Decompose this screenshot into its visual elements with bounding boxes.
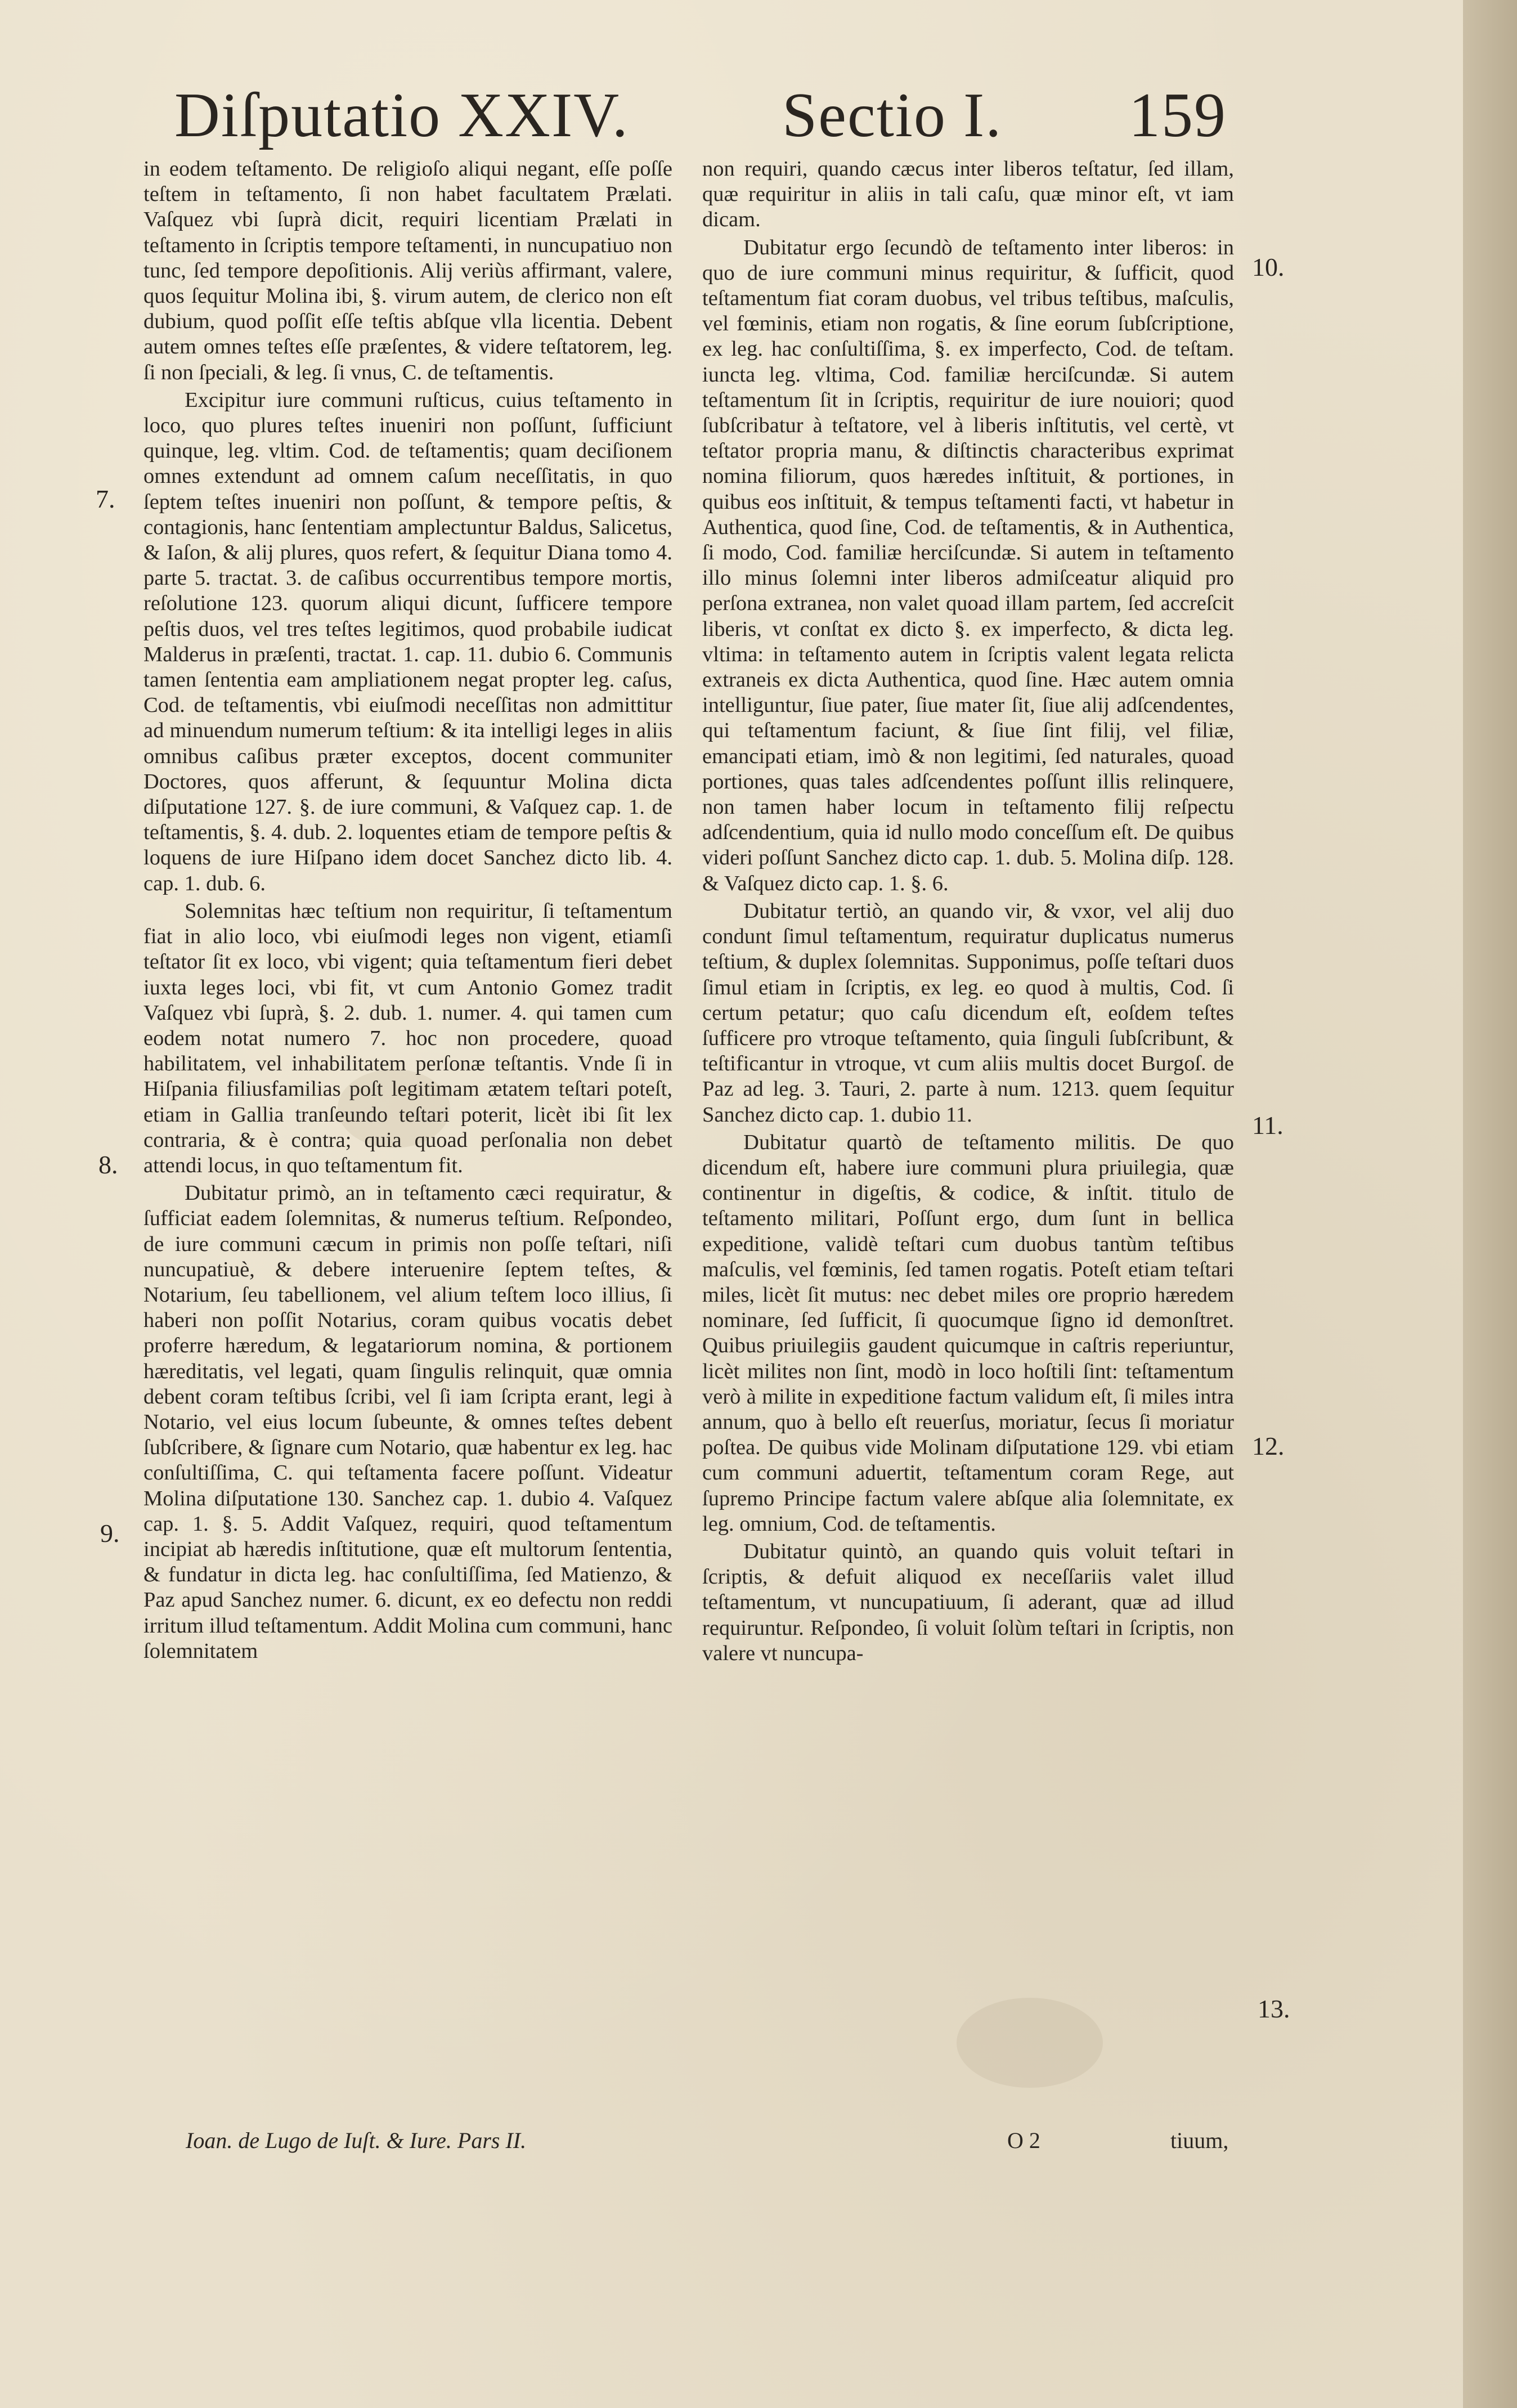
- paragraph: non requiri, quando cæcus inter liberos teſtatur, ſed illam, quæ requiritur in aliis in tali caſu, quæ minor eſt, vt iam dicam.: [702, 157, 1234, 232]
- page-edge: [1463, 0, 1517, 2408]
- margin-number: 10.: [1252, 253, 1285, 281]
- right-column: [702, 156, 1234, 2160]
- margin-number: 11.: [1252, 1111, 1283, 1140]
- paragraph: Dubitatur quartò de teſtamento militis. De quo dicendum eſt, habere iure communi plura priuilegia, quæ continentur in digeſtis, & codice, & inſtit. titulo de teſtamento militari, Poſſunt ergo, dum ſunt in bellica expeditione, validè teſtari cum duobus tantùm teſtibus maſculis, vel fœminis, ſed tamen rogatis. Poteſt etiam teſtari miles, licèt ſit mutus: nec debet miles ore proprio hæredem nominare, ſed ſufficit, ſi quocumque ſigno id demonſtret. Quibus priuilegiis gaudent quicumque in caſtris reperiuntur, licèt milites non ſint, modò in loco hoſtili ſint: teſtamentum verò à milite in expeditione factum validum eſt, ſi miles intra annum, quo à bello eſt reuerſus, moriatur, ſecus ſi moriatur poſtea. De quibus vide Molinam diſputatione 129. vbi etiam cum communi aduertit, teſtamentum coram Rege, aut ſupremo Principe factum valere abſque alia ſolemnitate, ex leg. omnium, Cod. de teſtamentis.: [702, 1130, 1234, 1536]
- footer-running-title: Ioan. de Lugo de Iuſt. & Iure. Pars II.: [186, 2128, 527, 2153]
- paragraph: Dubitatur ergo ſecundò de teſtamento inter liberos: in quo de iure communi minus requiritur, & ſufficit, quod teſtamentum fiat coram duobus, vel tribus teſtibus, maſculis, vel fœminis, etiam non rogatis, & ſine eorum ſubſcriptione, ex leg. hac conſultiſſima, §. ex imperfecto, Cod. de teſtam. iuncta leg. vltima, Cod. familiæ herciſcundæ. Si autem teſtamentum ſit in ſcriptis, requiritur de iure nouiori; quod ſubſcribatur à teſtatore, vel à liberis inſtitutis, vel certè, vt teſtator propria manu, & diſtinctis characteribus exprimat nomina filiorum, quos hæredes inſtituit, & portiones, in quibus eos inſtituit, & tempus teſtamenti facti, vt habetur in Authentica, quod ſine, Cod. de teſtamentis, & in Authentica, ſi modo, Cod. familiæ herciſcundæ. Si autem in teſtamento illo minus ſolemni inter liberos admiſceatur aliquid pro perſona extranea, non valet quoad illam partem, ſed accreſcit liberis, vt conſtat ex dicto §. ex imperfecto, & dicta leg. vltima: in teſtamento autem in ſcriptis valent legata relicta extraneis ex dicta Authentica, quod ſine. Hæc autem omnia intelliguntur, ſiue pater, ſiue mater ſit, ſiue alij adſcendentes, qui teſtamentum faciunt, & ſiue ſint filij, vel filiæ, emancipati etiam, imò & non legitimi, ſed naturales, quoad portiones, quas tales adſcendentes poſſunt illis relinquere, non tamen haber locum in teſtamento filij reſpectu adſcendentium, quia id nullo modo conceſſum eſt. De quibus videri poſſunt Sanchez dicto cap. 1. dub. 5. Molina diſp. 128. & Vaſquez dicto cap. 1. §. 6.: [702, 235, 1234, 895]
- paragraph: Dubitatur quintò, an quando quis voluit teſtari in ſcriptis, & defuit aliquod ex neceſſariis valet illud teſtamentum, vt nuncupatiuum, ſi aderant, quæ ad illud requiruntur. Reſpondeo, ſi voluit ſolùm teſtari in ſcriptis, non valere vt nuncupa-: [702, 1539, 1234, 1665]
- left-column: [143, 156, 672, 2160]
- catchword: tiuum,: [1170, 2128, 1229, 2153]
- margin-number: 8.: [98, 1150, 118, 1179]
- paragraph: Dubitatur tertiò, an quando vir, & vxor, vel alij duo condunt ſimul teſtamentum, requiratur duplicatus numerus teſtium, & duplex ſolemnitas. Supponimus, poſſe teſtari duos ſimul etiam in ſcriptis, ex leg. eo quod à multis, Cod. ſi certum petatur; quo caſu dicendum eſt, eoſdem teſtes ſufficere pro vtroque teſtamento, quia ſinguli ſubſcribunt, & teſtificantur in vtroque, vt cum aliis multis docet Burgoſ. de Paz ad leg. 3. Tauri, 2. parte à num. 1213. quem ſequitur Sanchez dicto cap. 1. dubio 11.: [702, 899, 1234, 1127]
- paragraph: Excipitur iure communi ruſticus, cuius teſtamento in loco, quo plures teſtes inueniri non poſſunt, ſufficiunt quinque, leg. vltim. Cod. de teſtamentis; quam deciſionem omnes extendunt ad omnem caſum neceſſitatis, in quo ſeptem teſtes inueniri non poſſunt, & tempore peſtis, & contagionis, hanc ſententiam amplectuntur Baldus, Salicetus, & Iaſon, & alij plures, quos refert, & ſequitur Diana tomo 4. parte 5. tractat. 3. de caſibus occurrentibus tempore mortis, reſolutione 123. quorum aliqui dicunt, ſufficere tempore peſtis duos, vel tres teſtes legitimos, quod probabile iudicat Malderus in præſenti, tractat. 1. cap. 11. dubio 6. Communis tamen ſententia eam ampliationem negat propter leg. caſus, Cod. de teſtamentis, vbi eiuſmodi neceſſitas non admittitur ad minuendum numerum teſtium: & ita intelligi leges in aliis omnibus caſibus præter exceptos, docent communiter Doctores, quos afferunt, & ſequuntur Molina dicta diſputatione 127. §. de iure communi, & Vaſquez cap. 1. de teſtamentis, §. 4. dub. 2. loquentes etiam de tempore peſtis & loquens de iure Hiſpano idem docet Sanchez dicto lib. 4. cap. 1. dub. 6.: [143, 388, 672, 895]
- margin-number: 13.: [1258, 1994, 1290, 2023]
- running-header: [174, 73, 1227, 158]
- paragraph: Dubitatur primò, an in teſtamento cæci requiratur, & ſufficiat eadem ſolemnitas, & numerus teſtium. Reſpondeo, de iure communi cæcum in primis non poſſe teſtari, niſi nuncupatiuè, & debere interuenire ſeptem teſtes, & Notarium, ſeu tabellionem, vel alium teſtem loco illius, ſi haberi non poſſit Notarius, coram quibus vocatis debet proferre hæredum, & legatariorum nomina, & portionem hæreditatis, vel legati, quam ſingulis relinquit, quæ omnia debent coram teſtibus ſcribi, vel ſi iam ſcripta erant, legi à Notario, vel eius locum ſubeunte, & omnes teſtes debent ſubſcribere, & ſignare cum Notario, quæ habentur ex leg. hac conſultiſſima, C. qui teſtamenta facere poſſunt. Videatur Molina diſputatione 130. Sanchez cap. 1. dubio 4. Vaſquez cap. 1. §. 5. Addit Vaſquez, requiri, quod teſtamentum incipiat ab hæredis inſtitutione, quæ eſt multorum ſententia, & fundatur in dicta leg. hac conſultiſſima, ſed Matienzo, & Paz apud Sanchez numer. 6. dicunt, ex eo defectu non reddi irritum illud teſtamentum. Addit Molina cum communi, hanc ſolemnitatem: [143, 1181, 672, 1663]
- margin-number: 9.: [100, 1519, 120, 1548]
- margin-number: 12.: [1252, 1432, 1285, 1460]
- margin-number: 7.: [96, 485, 115, 513]
- signature-mark: O 2: [1007, 2128, 1040, 2153]
- header-section: Sectio I.: [782, 80, 1003, 150]
- header-disputation: Diſputatio XXIV.: [174, 80, 629, 150]
- paragraph: Solemnitas hæc teſtium non requiritur, ſi teſtamentum fiat in alio loco, vbi eiuſmodi leges non vigent, etiamſi teſtator ſit ex loco, vbi vigent; quia teſtamentum fieri debet iuxta leges loci, vbi fit, vt cum Antonio Gomez tradit Vaſquez vbi ſuprà, §. 2. dub. 1. numer. 4. qui tamen cum eodem notat numero 7. hoc non procedere, quoad habilitatem, vel inhabilitatem perſonæ teſtantis. Vnde ſi in Hiſpania filiusfamilias poſt legitimam ætatem teſtari poteſt, etiam in Gallia tranſeundo teſtari poterit, licèt ibi ſit lex contraria, & è contra; quia quoad perſonalia non debet attendi locus, in quo teſtamentum fit.: [143, 899, 672, 1177]
- paragraph: in eodem teſtamento. De religioſo aliqui negant, eſſe poſſe teſtem in teſtamento, ſi non habet facultatem Prælati. Vaſquez vbi ſuprà dicit, requiri licentiam Prælati in teſtamento in ſcriptis tempore teſtamenti, in nuncupatiuo non tunc, ſed tempore depoſitionis. Alij veriùs affirmant, valere, quos ſequitur Molina ibi, §. virum autem, de clerico non eſt dubium, quod poſſit eſſe teſtis abſque vlla licentia. Debent autem omnes teſtes eſſe præſentes, & videre teſtatorem, leg. ſi non ſpeciali, & leg. ſi vnus, C. de teſtamentis.: [143, 157, 672, 384]
- page-number: 159: [1129, 80, 1227, 150]
